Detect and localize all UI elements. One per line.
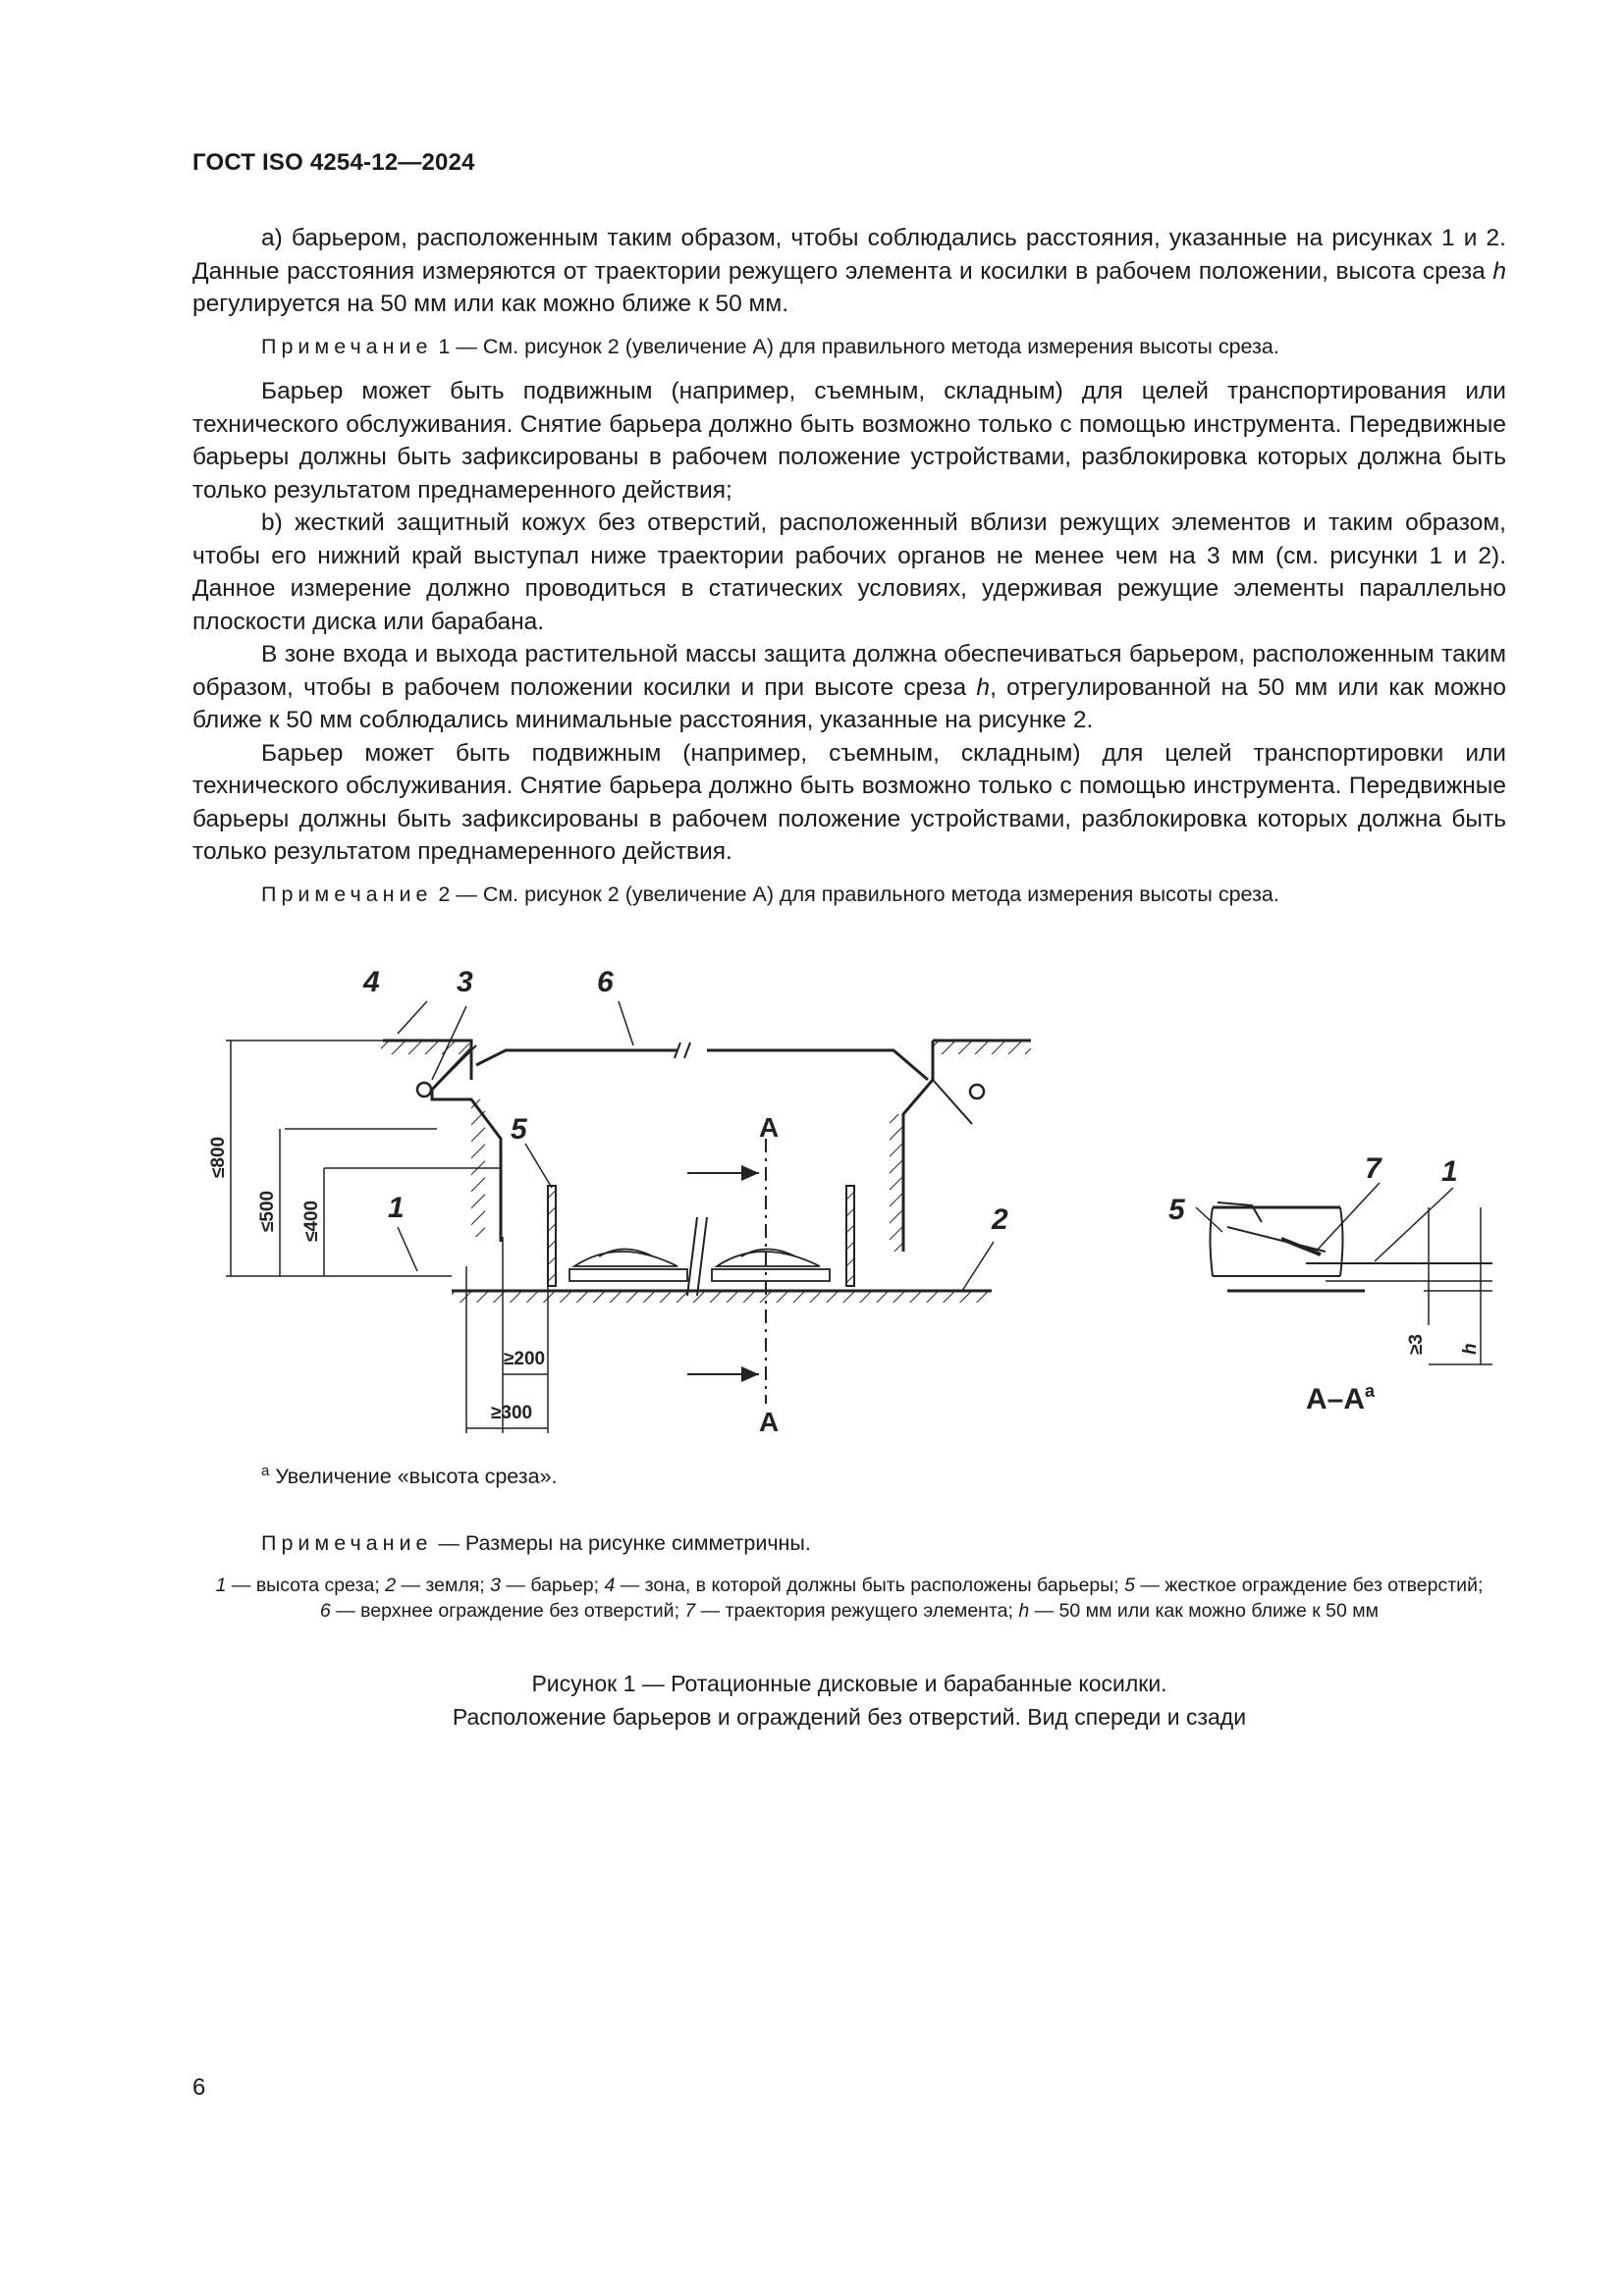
caption-line-2: Расположение барьеров и ограждений без отверстий. Вид спереди и сзади: [452, 1704, 1247, 1730]
label-4: 4: [363, 966, 380, 998]
rigid-guard-right: [846, 1186, 854, 1286]
figure-1-drawing: [187, 942, 1512, 1453]
section-title: $A-A^a$: [1306, 1381, 1376, 1415]
document-header: ГОСТ ISO 4254-12—2024: [192, 149, 475, 176]
label-3: 3: [457, 966, 473, 998]
body-text: [192, 222, 1506, 923]
upper-guard: [476, 1050, 677, 1065]
page-number: 6: [192, 2074, 206, 2101]
label-6: 6: [597, 966, 614, 998]
front-view: [226, 1001, 1031, 1433]
note-1: Примечание 1 — См. рисунок 2 (увеличение А) для правильного метода измерения высоты среза.: [261, 334, 1279, 358]
dim-label-300: ≥300: [491, 1403, 533, 1423]
dim-label-h: h: [1460, 1343, 1481, 1355]
figure-footnote: $^a$ Увеличение «высота среза».: [261, 1463, 558, 1489]
label-r7: 7: [1365, 1152, 1381, 1185]
note-2: Примечание 2 — См. рисунок 2 (увеличение А) для правильного метода измерения высоты среза.: [261, 881, 1279, 906]
label-5: 5: [511, 1113, 527, 1146]
paragraph-b: b) жесткий защитный кожух без отверстий, расположенный вблизи режущих элементов и таким образом, чтобы его нижний край выступал ниже траектории рабочих органов не менее чем на 3 мм (см. рисунки 1 и 2). Данное измерение должно проводиться в статических условиях, удерживая режущие элементы параллельно плоскости диска или барабана.: [192, 509, 1506, 635]
figure-note: Примечание — Размеры на рисунке симметричны.: [261, 1531, 811, 1555]
dim-label-800: ≤800: [208, 1136, 229, 1178]
mower-discs: [569, 1217, 830, 1296]
figure-legend: 1 — высота среза; 2 — земля; 3 — барьер; 4 — зона, в которой должны быть расположены барьеры; 5 — жесткое ограждение без отверстий; 6 — верхнее ограждение без отверстий; 7 — траектория режущего элемента; h — 50 мм или как можно ближе к 50 мм: [215, 1575, 1484, 1622]
label-2: 2: [992, 1203, 1008, 1236]
paragraph-a: a) барьером, расположенным таким образом, чтобы соблюдались расстояния, указанные на рисунках 1 и 2. Данные расстояния измеряются от траектории режущего элемента и косилки в рабочем положении, высота среза h регулируется на 50 мм или как можно ближе к 50 мм.: [192, 225, 1506, 317]
paragraph-barrier-movable-2: Барьер может быть подвижным (например, съемным, складным) для целей транспортировки или технического обслуживания. Снятие барьера должно быть возможно только с помощью инструмента. Передвижные барьеры должны быть зафиксированы в рабочем положение устройствами, разблокировка которых должна быть только результатом преднамеренного действия.: [192, 739, 1506, 865]
figure-caption: [192, 1667, 1506, 1734]
rigid-guard-left: [548, 1186, 556, 1286]
dim-label-200: ≥200: [504, 1349, 546, 1369]
dim-label-500: ≤500: [257, 1190, 278, 1232]
label-r5: 5: [1168, 1194, 1185, 1226]
label-1: 1: [388, 1192, 405, 1224]
paragraph-entry-exit: В зоне входа и выхода растительной массы защита должна обеспечиваться барьером, расположенным таким образом, чтобы в рабочем положении косилки и при высоте среза h, отрегулированной на 50 мм или как можно ближе к 50 мм соблюдались минимальные расстояния, указанные на рисунке 2.: [192, 641, 1506, 733]
section-label-bottom: A: [759, 1407, 780, 1437]
dim-label-3: ≥3: [1406, 1334, 1427, 1355]
paragraph-barrier-movable: Барьер может быть подвижным (например, съемным, складным) для целей транспортирования или технического обслуживания. Снятие барьера должно быть возможно только с помощью инструмента. Передвижные барьеры должны быть зафиксированы в рабочем положение устройствами, разблокировка которых должна быть только результатом преднамеренного действия;: [192, 378, 1506, 504]
section-a-a-view: [1196, 1183, 1492, 1364]
caption-line-1: Рисунок 1 — Ротационные дисковые и барабанные косилки.: [531, 1671, 1167, 1696]
section-label-top: A: [759, 1112, 780, 1143]
label-r1: 1: [1441, 1155, 1458, 1188]
barrier-3-symbol: [417, 1083, 431, 1096]
dim-label-400: ≤400: [301, 1200, 322, 1242]
